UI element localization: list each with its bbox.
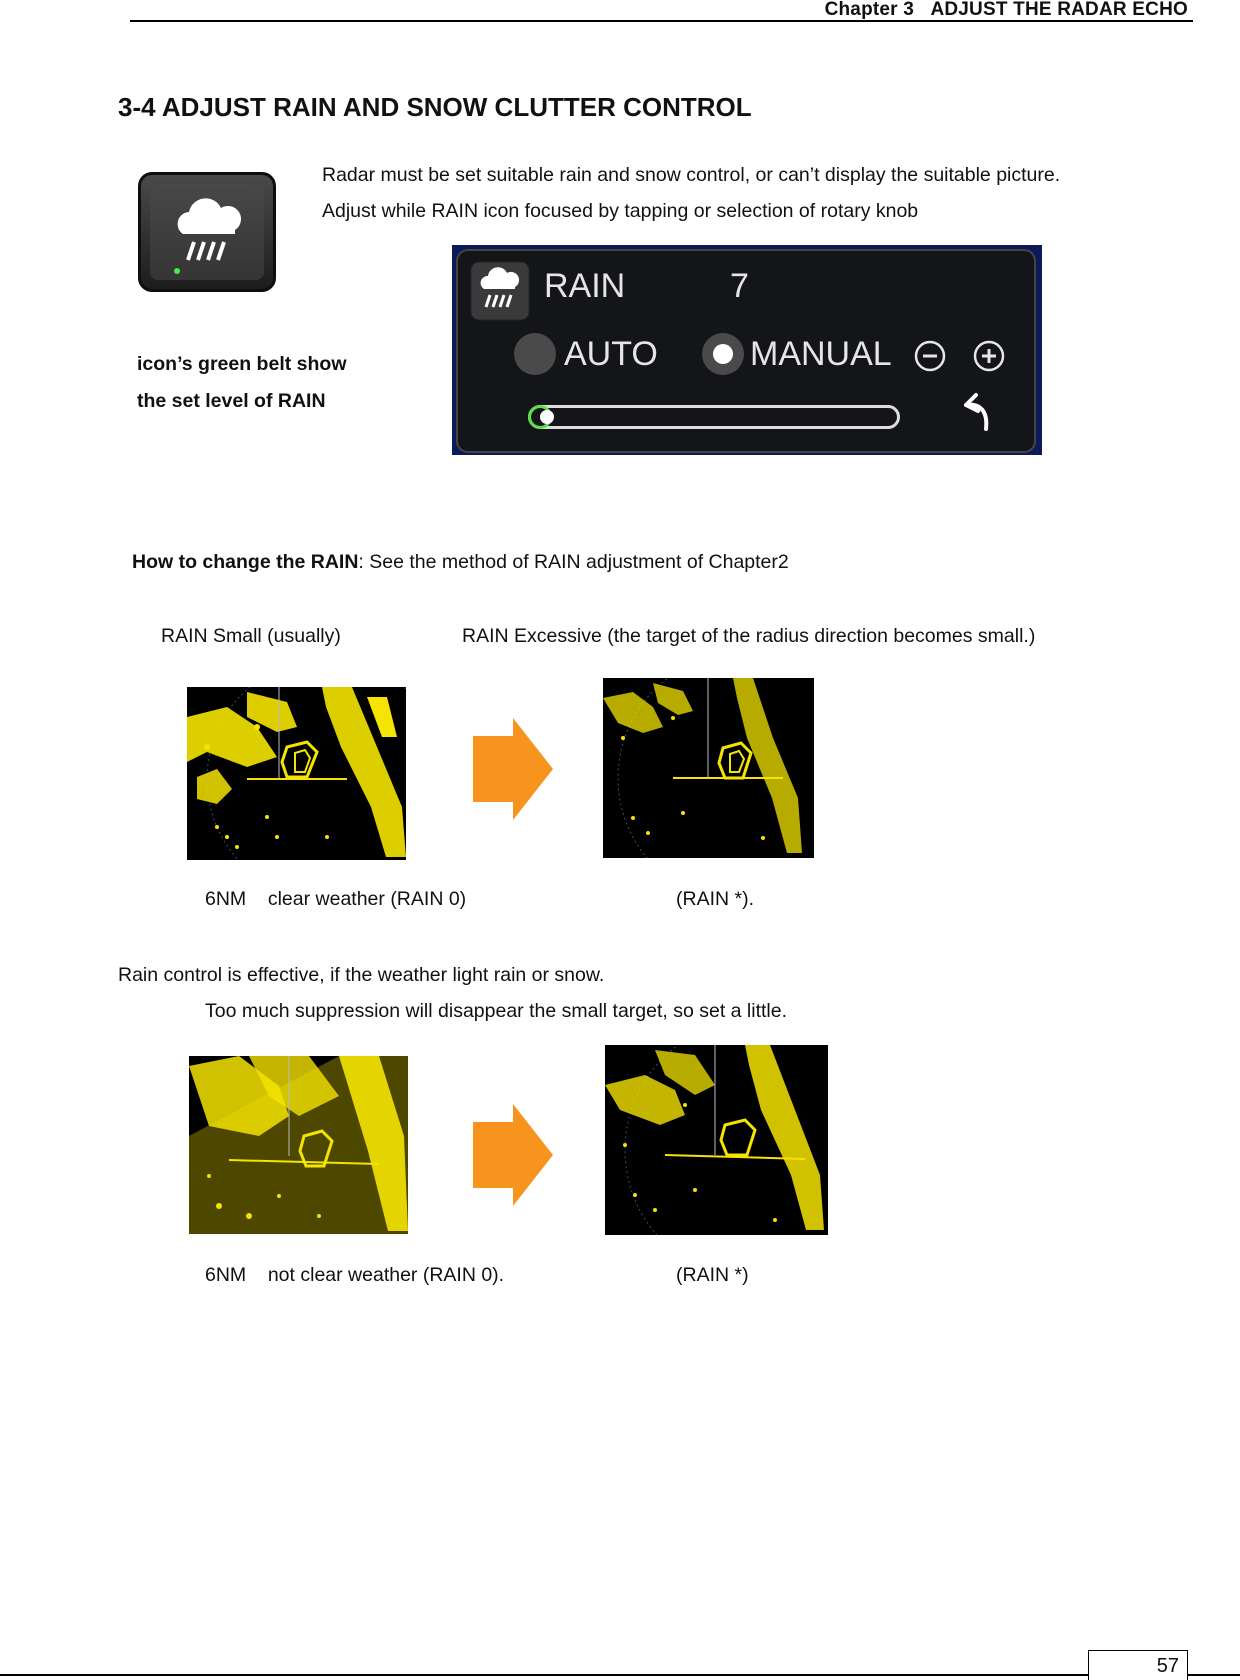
chapter-header: [825, 0, 1188, 21]
intro-line-1: Radar must be set suitable rain and snow control, or can’t display the suitable picture.: [322, 164, 1061, 186]
level-indicator-dot: [174, 268, 180, 274]
manual-radio-dot: [713, 344, 733, 364]
panel-body: [456, 249, 1036, 453]
manual-label[interactable]: MANUAL: [750, 335, 892, 373]
radar-image-clear-rain0: [187, 687, 406, 860]
caption-notclear-left: 6NM not clear weather (RAIN 0).: [205, 1264, 505, 1286]
icon-note-line-2: the set level of RAIN: [137, 390, 326, 412]
chapter-title: ADJUST THE RADAR ECHO: [930, 0, 1188, 20]
caption-clear-left: 6NM clear weather (RAIN 0): [205, 888, 467, 910]
auto-label[interactable]: AUTO: [564, 335, 658, 373]
arrow-right-icon: [473, 718, 553, 820]
radar-image-notclear-rain-star: [605, 1045, 828, 1235]
rain-control-panel: [452, 245, 1042, 455]
minus-icon[interactable]: [913, 339, 947, 373]
chapter-number: Chapter 3: [824, 0, 915, 20]
back-arrow-icon[interactable]: [958, 389, 994, 433]
arrow-right-icon-2: [473, 1104, 553, 1206]
rain-small-label: RAIN Small (usually): [161, 625, 341, 647]
rain-cloud-icon: [150, 184, 270, 286]
rain-label: RAIN: [544, 267, 626, 305]
panel-rain-icon: [470, 261, 530, 321]
page-number: 57: [1088, 1650, 1188, 1680]
icon-note-line-1: icon’s green belt show: [137, 353, 347, 375]
manual-radio[interactable]: [702, 333, 744, 375]
rain-icon-button[interactable]: [138, 172, 276, 292]
how-to-line: [132, 551, 789, 574]
rain-level-slider[interactable]: [528, 405, 900, 429]
intro-line-2: Adjust while RAIN icon focused by tapping or selection of rotary knob: [322, 200, 919, 222]
section-title: 3-4 ADJUST RAIN AND SNOW CLUTTER CONTROL: [118, 92, 752, 122]
note-line-1: Rain control is effective, if the weather light rain or snow.: [118, 964, 605, 986]
radar-image-clear-rain-star: [603, 678, 814, 858]
plus-icon[interactable]: [972, 339, 1006, 373]
note-line-2: Too much suppression will disappear the small target, so set a little.: [205, 1000, 788, 1022]
rain-value: 7: [730, 267, 749, 305]
auto-radio[interactable]: [514, 333, 556, 375]
how-to-heading: How to change the RAIN: [132, 551, 359, 573]
radar-image-notclear-rain0: [189, 1056, 408, 1234]
caption-clear-right: (RAIN *).: [676, 888, 754, 910]
caption-notclear-right: (RAIN *): [676, 1264, 749, 1286]
rain-level-knob[interactable]: [540, 410, 554, 424]
how-to-text: : See the method of RAIN adjustment of Chapter2: [358, 551, 789, 573]
rain-excessive-label: RAIN Excessive (the target of the radius direction becomes small.): [462, 625, 1036, 647]
